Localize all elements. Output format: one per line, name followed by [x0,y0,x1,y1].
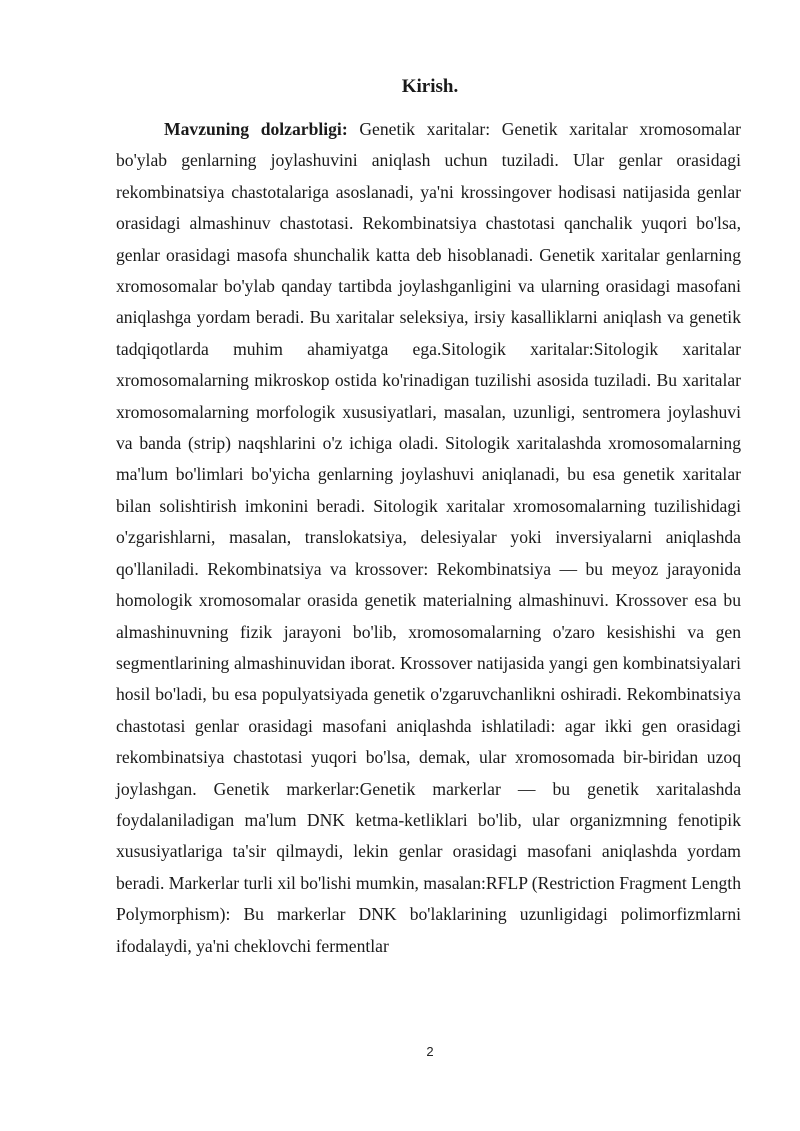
page-title: Kirish. [401,76,459,97]
lead-label: Mavzuning dolzarbligi: [164,119,348,139]
body-text [116,114,741,962]
page-number: 2 [426,1044,434,1059]
paragraph [116,114,741,962]
paragraph-text: Genetik xaritalar: Genetik xaritalar xromosomalar bo'ylab genlarning joylashuvini aniqlash uchun tuziladi. Ular genlar orasidagi rekombinatsiya chastotalariga asoslanadi, ya'ni krossingover hodisasi natijasida genlar orasidagi almashinuv chastotasi. Rekombinatsiya chastotasi qanchalik yuqori bo'lsa, genlar orasidagi masofa shunchalik katta deb hisoblanadi. Genetik xaritalar genlarning xromosomalar bo'ylab qanday tartibda joylashganligini va ularning orasidagi masofani aniqlashga yordam beradi. Bu xaritalar seleksiya, irsiy kasalliklarni aniqlash va genetik tadqiqotlarda muhim ahamiyatga ega.Sitologik xaritalar:Sitologik xaritalar xromosomalarning mikroskop ostida ko'rinadigan tuzilishi asosida tuziladi. Bu xaritalar xromosomalarning morfologik xususiyatlari, masalan, uzunligi, sentromera joylashuvi va banda (strip) naqshlarini o'z ichiga oladi. Sitologik xaritalashda xromosomalarning ma'lum bo'limlari bo'yicha genlarning joylashuvi aniqlanadi, bu esa genetik xaritalar bilan solishtirish imkonini beradi. Sitologik xaritalar xromosomalarning tuzilishidagi o'zgarishlarni, masalan, translokatsiya, delesiyalar yoki inversiyalarni aniqlashda qo'llaniladi. Rekombinatsiya va krossover: Rekombinatsiya — bu meyoz jarayonida homologik xromosomalar orasida genetik materialning almashinuvi. Krossover esa bu almashinuvning fizik jarayoni bo'lib, xromosomalarning o'zaro kesishishi va gen segmentlarining almashinuvidan iborat. Krossover natijasida yangi gen kombinatsiyalari hosil bo'ladi, bu esa populyatsiyada genetik o'zgaruvchanlikni oshiradi. Rekombinatsiya chastotasi genlar orasidagi masofani aniqlashda ishlatiladi: agar ikki gen orasidagi rekombinatsiya chastotasi yuqori bo'lsa, demak, ular xromosomada bir-biridan uzoq joylashgan. Genetik markerlar:Genetik markerlar — bu genetik xaritalashda foydalaniladigan ma'lum DNK ketma-ketliklari bo'lib, ular organizmning fenotipik xususiyatlariga ta'sir qilmaydi, lekin genlar orasidagi masofani aniqlashda yordam beradi. Markerlar turli xil bo'lishi mumkin, masalan:RFLP (Restriction Fragment Length Polymorphism): Bu markerlar DNK bo'laklarining uzunligidagi polimorfizmlarni ifodalaydi, ya'ni cheklovchi fermentlar [116,119,742,956]
